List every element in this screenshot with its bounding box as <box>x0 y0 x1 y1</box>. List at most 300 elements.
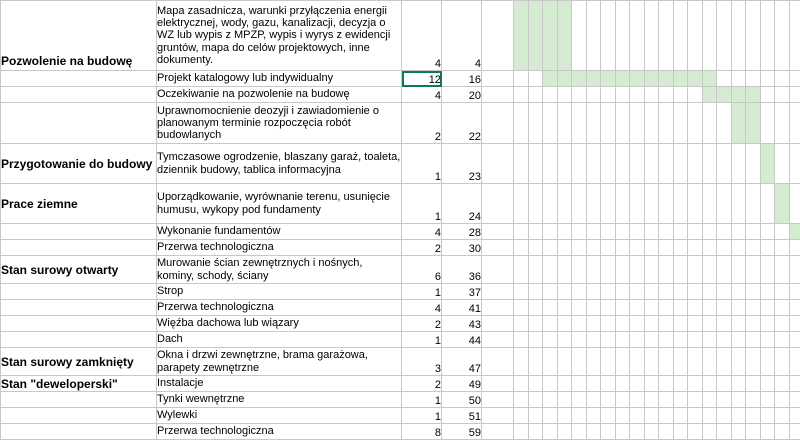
gantt-cell[interactable] <box>731 408 746 424</box>
gantt-cell[interactable] <box>717 316 732 332</box>
gantt-cell[interactable] <box>673 184 688 224</box>
gantt-cell[interactable] <box>760 1 775 71</box>
gantt-cell[interactable] <box>543 240 558 256</box>
gantt-cell[interactable] <box>528 224 543 240</box>
gantt-cell[interactable] <box>514 103 529 144</box>
gantt-bar-segment[interactable] <box>557 1 572 71</box>
gantt-cell[interactable] <box>543 376 558 392</box>
table-row[interactable] <box>1 408 800 424</box>
gantt-cell[interactable] <box>789 300 800 316</box>
gantt-cell[interactable] <box>746 332 761 348</box>
cumulative-value[interactable]: 37 <box>442 284 482 300</box>
gantt-cell[interactable] <box>528 144 543 184</box>
duration-value[interactable]: 4 <box>402 1 442 71</box>
task-description[interactable]: Tynki wewnętrzne <box>157 392 402 408</box>
gantt-cell[interactable] <box>528 284 543 300</box>
duration-value[interactable]: 1 <box>402 392 442 408</box>
phase-label[interactable]: Prace ziemne <box>1 184 157 224</box>
gantt-cell[interactable] <box>688 184 703 224</box>
gantt-cell[interactable] <box>775 376 790 392</box>
gantt-cell[interactable] <box>615 284 630 300</box>
gantt-cell[interactable] <box>702 284 717 300</box>
gantt-cell[interactable] <box>659 316 674 332</box>
gantt-cell[interactable] <box>586 144 601 184</box>
gantt-cell[interactable] <box>760 256 775 284</box>
gantt-cell[interactable] <box>572 408 587 424</box>
gantt-cell[interactable] <box>702 224 717 240</box>
cumulative-value[interactable]: 47 <box>442 348 482 376</box>
gantt-cell[interactable] <box>746 348 761 376</box>
gantt-cell[interactable] <box>615 224 630 240</box>
duration-value[interactable]: 12 <box>402 71 442 87</box>
gantt-cell[interactable] <box>557 87 572 103</box>
gantt-cell[interactable] <box>557 224 572 240</box>
gantt-cell[interactable] <box>557 332 572 348</box>
gantt-cell[interactable] <box>673 408 688 424</box>
gantt-cell[interactable] <box>702 376 717 392</box>
gantt-cell[interactable] <box>528 256 543 284</box>
gantt-cell[interactable] <box>673 103 688 144</box>
gantt-cell[interactable] <box>789 71 800 87</box>
cumulative-value[interactable]: 23 <box>442 144 482 184</box>
table-row[interactable] <box>1 184 800 224</box>
gantt-cell[interactable] <box>789 424 800 440</box>
phase-label[interactable]: Stan surowy zamknięty <box>1 348 157 376</box>
gantt-cell[interactable] <box>528 87 543 103</box>
phase-empty[interactable] <box>1 71 157 87</box>
gantt-cell[interactable] <box>543 184 558 224</box>
gantt-cell[interactable] <box>557 144 572 184</box>
gantt-cell[interactable] <box>775 240 790 256</box>
gantt-cell[interactable] <box>615 1 630 71</box>
gantt-cell[interactable] <box>630 424 645 440</box>
gantt-bar-segment[interactable] <box>543 1 558 71</box>
phase-empty[interactable] <box>1 408 157 424</box>
gantt-bar-segment[interactable] <box>572 71 587 87</box>
gantt-bar-segment[interactable] <box>688 71 703 87</box>
gantt-cell[interactable] <box>601 332 616 348</box>
gantt-cell[interactable] <box>659 424 674 440</box>
task-description[interactable]: Więźba dachowa lub wiązary <box>157 316 402 332</box>
duration-value[interactable]: 2 <box>402 316 442 332</box>
gantt-cell[interactable] <box>702 316 717 332</box>
gantt-cell[interactable] <box>572 103 587 144</box>
cumulative-value[interactable]: 22 <box>442 103 482 144</box>
table-row[interactable] <box>1 224 800 240</box>
gantt-cell[interactable] <box>688 332 703 348</box>
cumulative-value[interactable]: 51 <box>442 408 482 424</box>
phase-label[interactable]: Pozwolenie na budowę <box>1 1 157 71</box>
gantt-cell[interactable] <box>514 240 529 256</box>
gantt-cell[interactable] <box>572 256 587 284</box>
phase-label[interactable]: Stan surowy otwarty <box>1 256 157 284</box>
gantt-cell[interactable] <box>717 71 732 87</box>
cumulative-value[interactable]: 49 <box>442 376 482 392</box>
table-row[interactable] <box>1 284 800 300</box>
gantt-cell[interactable] <box>673 316 688 332</box>
gantt-cell[interactable] <box>789 408 800 424</box>
gantt-cell[interactable] <box>644 348 659 376</box>
gantt-cell[interactable] <box>789 376 800 392</box>
gantt-cell[interactable] <box>630 87 645 103</box>
gantt-cell[interactable] <box>673 87 688 103</box>
gantt-bar-segment[interactable] <box>630 71 645 87</box>
gantt-cell[interactable] <box>673 224 688 240</box>
task-description[interactable]: Oczekiwanie na pozwolenie na budowę <box>157 87 402 103</box>
gantt-cell[interactable] <box>557 240 572 256</box>
gantt-cell[interactable] <box>644 392 659 408</box>
gantt-cell[interactable] <box>789 256 800 284</box>
gantt-cell[interactable] <box>702 103 717 144</box>
duration-value[interactable]: 8 <box>402 424 442 440</box>
gantt-cell[interactable] <box>702 300 717 316</box>
gantt-cell[interactable] <box>572 348 587 376</box>
duration-value[interactable]: 1 <box>402 284 442 300</box>
gantt-cell[interactable] <box>557 184 572 224</box>
gantt-cell[interactable] <box>702 424 717 440</box>
gantt-cell[interactable] <box>775 424 790 440</box>
duration-value[interactable]: 1 <box>402 184 442 224</box>
phase-label[interactable]: Stan "deweloperski" <box>1 376 157 392</box>
gantt-cell[interactable] <box>688 348 703 376</box>
gantt-cell[interactable] <box>615 184 630 224</box>
gantt-cell[interactable] <box>775 408 790 424</box>
gantt-cell[interactable] <box>760 332 775 348</box>
gantt-cell[interactable] <box>557 376 572 392</box>
cumulative-value[interactable]: 36 <box>442 256 482 284</box>
gantt-cell[interactable] <box>615 348 630 376</box>
gantt-cell[interactable] <box>601 376 616 392</box>
table-row[interactable] <box>1 332 800 348</box>
gantt-cell[interactable] <box>775 103 790 144</box>
gantt-cell[interactable] <box>557 300 572 316</box>
gantt-cell[interactable] <box>586 224 601 240</box>
gantt-cell[interactable] <box>775 300 790 316</box>
gantt-cell[interactable] <box>557 284 572 300</box>
duration-value[interactable]: 2 <box>402 376 442 392</box>
gantt-cell[interactable] <box>514 256 529 284</box>
gantt-cell[interactable] <box>775 144 790 184</box>
gantt-cell[interactable] <box>528 408 543 424</box>
gantt-cell[interactable] <box>572 332 587 348</box>
gantt-cell[interactable] <box>514 424 529 440</box>
gantt-cell[interactable] <box>702 240 717 256</box>
gantt-bar-segment[interactable] <box>760 144 775 184</box>
duration-value[interactable]: 1 <box>402 332 442 348</box>
gantt-cell[interactable] <box>630 376 645 392</box>
gantt-cell[interactable] <box>717 224 732 240</box>
gantt-cell[interactable] <box>717 332 732 348</box>
gantt-cell[interactable] <box>717 1 732 71</box>
gantt-cell[interactable] <box>586 424 601 440</box>
gantt-cell[interactable] <box>789 144 800 184</box>
gantt-cell[interactable] <box>702 1 717 71</box>
task-description[interactable]: Instalacje <box>157 376 402 392</box>
gantt-cell[interactable] <box>673 256 688 284</box>
gantt-cell[interactable] <box>775 87 790 103</box>
gantt-cell[interactable] <box>746 284 761 300</box>
gantt-cell[interactable] <box>557 408 572 424</box>
gantt-cell[interactable] <box>601 392 616 408</box>
duration-value[interactable]: 2 <box>402 240 442 256</box>
table-row[interactable] <box>1 240 800 256</box>
gantt-bar-segment[interactable] <box>644 71 659 87</box>
gantt-cell[interactable] <box>659 348 674 376</box>
table-row[interactable] <box>1 87 800 103</box>
gantt-cell[interactable] <box>557 256 572 284</box>
gantt-bar-segment[interactable] <box>514 1 529 71</box>
gantt-cell[interactable] <box>543 87 558 103</box>
gantt-cell[interactable] <box>528 184 543 224</box>
gantt-cell[interactable] <box>760 71 775 87</box>
gantt-cell[interactable] <box>789 284 800 300</box>
gantt-cell[interactable] <box>630 284 645 300</box>
gantt-cell[interactable] <box>543 144 558 184</box>
gantt-cell[interactable] <box>543 392 558 408</box>
task-description[interactable]: Dach <box>157 332 402 348</box>
task-description[interactable]: Projekt katalogowy lub indywidualny <box>157 71 402 87</box>
gantt-cell[interactable] <box>702 256 717 284</box>
gantt-cell[interactable] <box>644 284 659 300</box>
gantt-cell[interactable] <box>543 224 558 240</box>
gantt-cell[interactable] <box>601 144 616 184</box>
gantt-cell[interactable] <box>717 184 732 224</box>
gantt-cell[interactable] <box>644 376 659 392</box>
gantt-cell[interactable] <box>601 240 616 256</box>
gantt-cell[interactable] <box>789 348 800 376</box>
cumulative-value[interactable]: 16 <box>442 71 482 87</box>
gantt-cell[interactable] <box>615 240 630 256</box>
table-row[interactable] <box>1 1 800 71</box>
phase-empty[interactable] <box>1 392 157 408</box>
gantt-cell[interactable] <box>528 332 543 348</box>
gantt-cell[interactable] <box>543 332 558 348</box>
gantt-cell[interactable] <box>775 392 790 408</box>
gantt-cell[interactable] <box>630 144 645 184</box>
gantt-cell[interactable] <box>760 284 775 300</box>
gantt-cell[interactable] <box>731 348 746 376</box>
gantt-cell[interactable] <box>746 316 761 332</box>
gantt-cell[interactable] <box>514 224 529 240</box>
gantt-cell[interactable] <box>659 87 674 103</box>
gantt-cell[interactable] <box>702 332 717 348</box>
gantt-cell[interactable] <box>572 392 587 408</box>
gantt-cell[interactable] <box>789 316 800 332</box>
table-row[interactable] <box>1 144 800 184</box>
gantt-cell[interactable] <box>688 103 703 144</box>
gantt-cell[interactable] <box>543 408 558 424</box>
gantt-cell[interactable] <box>746 256 761 284</box>
gantt-cell[interactable] <box>528 316 543 332</box>
gantt-cell[interactable] <box>601 224 616 240</box>
phase-empty[interactable] <box>1 316 157 332</box>
gantt-bar-segment[interactable] <box>746 87 761 103</box>
gantt-cell[interactable] <box>717 300 732 316</box>
duration-value[interactable]: 3 <box>402 348 442 376</box>
gantt-cell[interactable] <box>528 300 543 316</box>
task-description[interactable]: Uporządkowanie, wyrównanie terenu, usunięcie humusu, wykopy pod fundamenty <box>157 184 402 224</box>
gantt-cell[interactable] <box>789 1 800 71</box>
gantt-cell[interactable] <box>746 408 761 424</box>
gantt-cell[interactable] <box>673 144 688 184</box>
gantt-cell[interactable] <box>528 71 543 87</box>
gantt-cell[interactable] <box>630 103 645 144</box>
gantt-cell[interactable] <box>717 392 732 408</box>
task-description[interactable]: Wylewki <box>157 408 402 424</box>
gantt-cell[interactable] <box>514 184 529 224</box>
cumulative-value[interactable]: 30 <box>442 240 482 256</box>
gantt-cell[interactable] <box>644 87 659 103</box>
gantt-cell[interactable] <box>760 424 775 440</box>
table-row[interactable] <box>1 348 800 376</box>
gantt-cell[interactable] <box>543 316 558 332</box>
gantt-bar-segment[interactable] <box>731 103 746 144</box>
task-description[interactable]: Przerwa technologiczna <box>157 300 402 316</box>
gantt-cell[interactable] <box>572 300 587 316</box>
gantt-cell[interactable] <box>514 348 529 376</box>
gantt-cell[interactable] <box>644 332 659 348</box>
gantt-cell[interactable] <box>615 256 630 284</box>
gantt-cell[interactable] <box>644 408 659 424</box>
gantt-cell[interactable] <box>572 376 587 392</box>
gantt-cell[interactable] <box>514 376 529 392</box>
gantt-cell[interactable] <box>615 424 630 440</box>
phase-empty[interactable] <box>1 240 157 256</box>
table-row[interactable] <box>1 71 800 87</box>
gantt-cell[interactable] <box>586 316 601 332</box>
phase-empty[interactable] <box>1 284 157 300</box>
gantt-cell[interactable] <box>543 348 558 376</box>
gantt-cell[interactable] <box>630 184 645 224</box>
gantt-cell[interactable] <box>789 392 800 408</box>
gantt-cell[interactable] <box>586 87 601 103</box>
gantt-cell[interactable] <box>659 332 674 348</box>
task-description[interactable]: Mapa zasadnicza, warunki przyłączenia energii elektrycznej, wody, gazu, kanalizacji, decyzja o WZ lub wypis z MPZP, wypis i wyrys z ewidencji gruntów, mapa do celów projektowych, inne dokumenty. <box>157 1 402 71</box>
cumulative-value[interactable]: 20 <box>442 87 482 103</box>
gantt-cell[interactable] <box>557 392 572 408</box>
gantt-cell[interactable] <box>543 284 558 300</box>
gantt-cell[interactable] <box>775 71 790 87</box>
gantt-cell[interactable] <box>630 316 645 332</box>
gantt-cell[interactable] <box>760 240 775 256</box>
gantt-cell[interactable] <box>688 144 703 184</box>
gantt-cell[interactable] <box>514 144 529 184</box>
duration-value[interactable]: 4 <box>402 87 442 103</box>
cumulative-value[interactable]: 41 <box>442 300 482 316</box>
gantt-cell[interactable] <box>717 376 732 392</box>
gantt-cell[interactable] <box>789 184 800 224</box>
gantt-cell[interactable] <box>688 256 703 284</box>
gantt-cell[interactable] <box>731 332 746 348</box>
gantt-cell[interactable] <box>760 316 775 332</box>
gantt-cell[interactable] <box>644 424 659 440</box>
gantt-cell[interactable] <box>601 316 616 332</box>
gantt-cell[interactable] <box>746 300 761 316</box>
gantt-cell[interactable] <box>586 348 601 376</box>
gantt-cell[interactable] <box>630 348 645 376</box>
gantt-cell[interactable] <box>601 103 616 144</box>
gantt-cell[interactable] <box>673 376 688 392</box>
gantt-bar-segment[interactable] <box>673 71 688 87</box>
gantt-cell[interactable] <box>601 256 616 284</box>
gantt-cell[interactable] <box>659 408 674 424</box>
gantt-cell[interactable] <box>673 392 688 408</box>
gantt-cell[interactable] <box>717 348 732 376</box>
gantt-cell[interactable] <box>630 240 645 256</box>
gantt-cell[interactable] <box>775 284 790 300</box>
gantt-cell[interactable] <box>659 240 674 256</box>
gantt-cell[interactable] <box>760 103 775 144</box>
phase-label[interactable]: Przygotowanie do budowy <box>1 144 157 184</box>
gantt-cell[interactable] <box>659 184 674 224</box>
duration-value[interactable]: 4 <box>402 300 442 316</box>
gantt-cell[interactable] <box>586 184 601 224</box>
phase-empty[interactable] <box>1 332 157 348</box>
gantt-cell[interactable] <box>717 408 732 424</box>
gantt-cell[interactable] <box>746 392 761 408</box>
gantt-cell[interactable] <box>601 284 616 300</box>
duration-value[interactable]: 6 <box>402 256 442 284</box>
gantt-cell[interactable] <box>760 184 775 224</box>
gantt-cell[interactable] <box>760 300 775 316</box>
phase-empty[interactable] <box>1 300 157 316</box>
gantt-cell[interactable] <box>775 316 790 332</box>
gantt-cell[interactable] <box>615 376 630 392</box>
gantt-cell[interactable] <box>717 103 732 144</box>
gantt-cell[interactable] <box>514 87 529 103</box>
gantt-bar-segment[interactable] <box>557 71 572 87</box>
gantt-cell[interactable] <box>586 300 601 316</box>
gantt-cell[interactable] <box>702 348 717 376</box>
gantt-cell[interactable] <box>601 348 616 376</box>
gantt-cell[interactable] <box>746 224 761 240</box>
gantt-cell[interactable] <box>572 184 587 224</box>
cumulative-value[interactable]: 4 <box>442 1 482 71</box>
gantt-cell[interactable] <box>746 240 761 256</box>
gantt-cell[interactable] <box>746 184 761 224</box>
gantt-cell[interactable] <box>601 184 616 224</box>
gantt-cell[interactable] <box>760 87 775 103</box>
gantt-bar-segment[interactable] <box>775 184 790 224</box>
gantt-cell[interactable] <box>572 240 587 256</box>
gantt-cell[interactable] <box>659 300 674 316</box>
gantt-cell[interactable] <box>528 348 543 376</box>
gantt-cell[interactable] <box>615 408 630 424</box>
gantt-cell[interactable] <box>615 300 630 316</box>
gantt-cell[interactable] <box>644 316 659 332</box>
gantt-cell[interactable] <box>659 256 674 284</box>
table-row[interactable] <box>1 103 800 144</box>
gantt-cell[interactable] <box>630 408 645 424</box>
gantt-bar-segment[interactable] <box>528 1 543 71</box>
gantt-bar-segment[interactable] <box>702 87 717 103</box>
gantt-cell[interactable] <box>557 316 572 332</box>
gantt-cell[interactable] <box>572 144 587 184</box>
gantt-cell[interactable] <box>731 300 746 316</box>
gantt-cell[interactable] <box>601 300 616 316</box>
gantt-cell[interactable] <box>644 224 659 240</box>
gantt-cell[interactable] <box>688 224 703 240</box>
gantt-cell[interactable] <box>688 240 703 256</box>
gantt-cell[interactable] <box>702 184 717 224</box>
gantt-cell[interactable] <box>514 316 529 332</box>
gantt-cell[interactable] <box>659 284 674 300</box>
gantt-cell[interactable] <box>543 103 558 144</box>
cumulative-value[interactable]: 44 <box>442 332 482 348</box>
gantt-bar-segment[interactable] <box>601 71 616 87</box>
gantt-cell[interactable] <box>644 144 659 184</box>
table-row[interactable] <box>1 424 800 440</box>
